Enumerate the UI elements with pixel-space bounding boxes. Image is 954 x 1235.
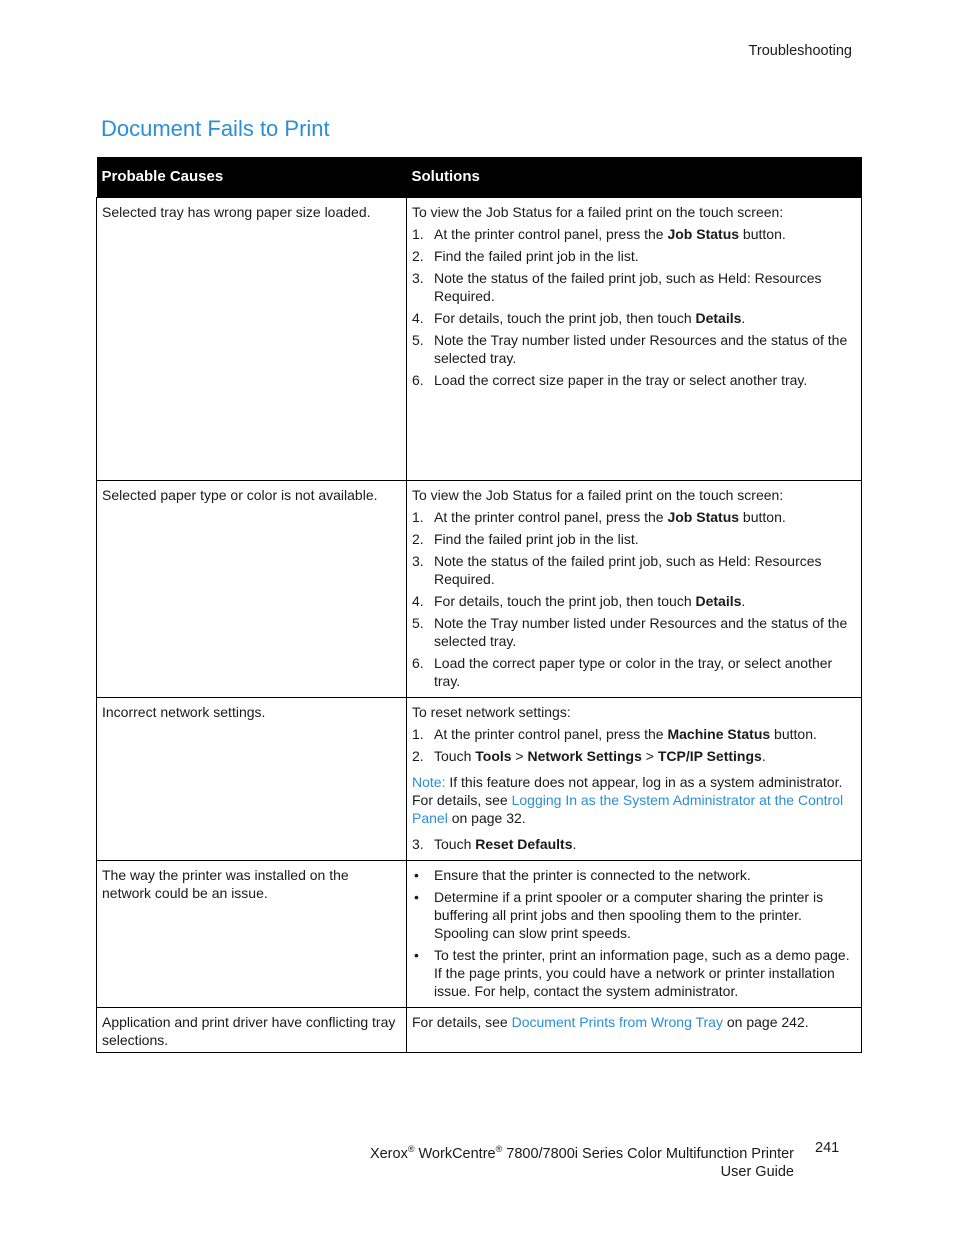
step-list xyxy=(412,225,856,389)
bullet-item: • To test the printer, print an information page, such as a demo page. If the page prints, you could have a network or printer installation issue. For help, contact the system administrator. xyxy=(414,947,850,999)
bullet-item: • Determine if a print spooler or a computer sharing the printer is buffering all print jobs and then spooling them to the printer. Spooling can slow print speeds. xyxy=(414,889,824,941)
solution-cell xyxy=(407,481,862,698)
bullet-item: • Ensure that the printer is connected to the network. xyxy=(414,867,751,883)
footer-product-line: Xerox® WorkCentre® 7800/7800i Series Color Multifunction Printer xyxy=(369,1144,794,1162)
page-number: 241 xyxy=(815,1140,840,1156)
step-item: 3. Note the status of the failed print job, such as Held: Resources Required. xyxy=(412,270,822,304)
table-header-row xyxy=(97,157,862,198)
cause-cell: The way the printer was installed on the network could be an issue. xyxy=(97,861,407,1008)
solution-intro: To reset network settings: xyxy=(412,704,571,720)
table-row xyxy=(97,481,862,698)
link-wrong-tray[interactable]: Document Prints from Wrong Tray xyxy=(511,1014,723,1030)
column-header-causes: Probable Causes xyxy=(97,157,407,198)
table-row xyxy=(97,861,862,1008)
cause-cell: Application and print driver have conflicting tray selections. xyxy=(97,1008,407,1053)
step-item: 3. Touch Reset Defaults. xyxy=(412,836,577,852)
solution-intro: To view the Job Status for a failed print on the touch screen: xyxy=(412,204,784,220)
bullet-list xyxy=(412,866,856,1000)
note-label: Note: xyxy=(412,774,446,790)
step-list xyxy=(412,508,856,690)
step-item: 2. Find the failed print job in the list. xyxy=(412,531,639,547)
step-item: 5. Note the Tray number listed under Resources and the status of the selected tray. xyxy=(412,332,848,366)
table-row xyxy=(97,698,862,861)
cause-cell: Selected tray has wrong paper size loaded. xyxy=(97,198,407,481)
step-item: 1. At the printer control panel, press the Job Status button. xyxy=(412,226,786,242)
running-head: Troubleshooting xyxy=(748,43,852,59)
step-item: 2. Touch Tools > Network Settings > TCP/IP Settings. xyxy=(412,748,766,764)
solution-cell xyxy=(407,861,862,1008)
link-logging-in[interactable]: Logging In as the System Administrator at the Control Panel xyxy=(412,792,844,826)
step-item: 6. Load the correct size paper in the tray or select another tray. xyxy=(412,372,808,388)
step-list xyxy=(412,835,856,853)
step-item: 1. At the printer control panel, press the Machine Status button. xyxy=(412,726,817,742)
solution-cell: For details, see Document Prints from Wrong Tray on page 242. xyxy=(407,1008,862,1053)
step-item: 1. At the printer control panel, press the Job Status button. xyxy=(412,509,786,525)
footer xyxy=(370,1140,794,1181)
troubleshooting-table xyxy=(96,157,862,1053)
step-item: 6. Load the correct paper type or color in the tray, or select another tray. xyxy=(412,655,833,689)
note: Note: If this feature does not appear, log in as a system administrator. For details, see Logging In as the System Administrator at the Control Panel on page 32. xyxy=(412,774,844,826)
solution-cell xyxy=(407,698,862,861)
step-item: 2. Find the failed print job in the list. xyxy=(412,248,639,264)
cause-cell: Incorrect network settings. xyxy=(97,698,407,861)
step-item: 3. Note the status of the failed print job, such as Held: Resources Required. xyxy=(412,553,822,587)
step-item: 4. For details, touch the print job, then touch Details. xyxy=(412,593,746,609)
solution-cell xyxy=(407,198,862,481)
solution-intro: To view the Job Status for a failed print on the touch screen: xyxy=(412,487,784,503)
cause-cell: Selected paper type or color is not available. xyxy=(97,481,407,698)
column-header-solutions: Solutions xyxy=(407,157,862,198)
step-item: 4. For details, touch the print job, then touch Details. xyxy=(412,310,746,326)
table-row xyxy=(97,1008,862,1053)
page-title: Document Fails to Print xyxy=(101,116,330,141)
footer-guide-line: User Guide xyxy=(720,1163,794,1180)
step-list xyxy=(412,725,856,765)
bullet-icon: • xyxy=(414,867,419,883)
bullet-icon: • xyxy=(414,889,419,905)
bullet-icon: • xyxy=(414,947,419,963)
step-item: 5. Note the Tray number listed under Resources and the status of the selected tray. xyxy=(412,615,848,649)
table-row xyxy=(97,198,862,481)
